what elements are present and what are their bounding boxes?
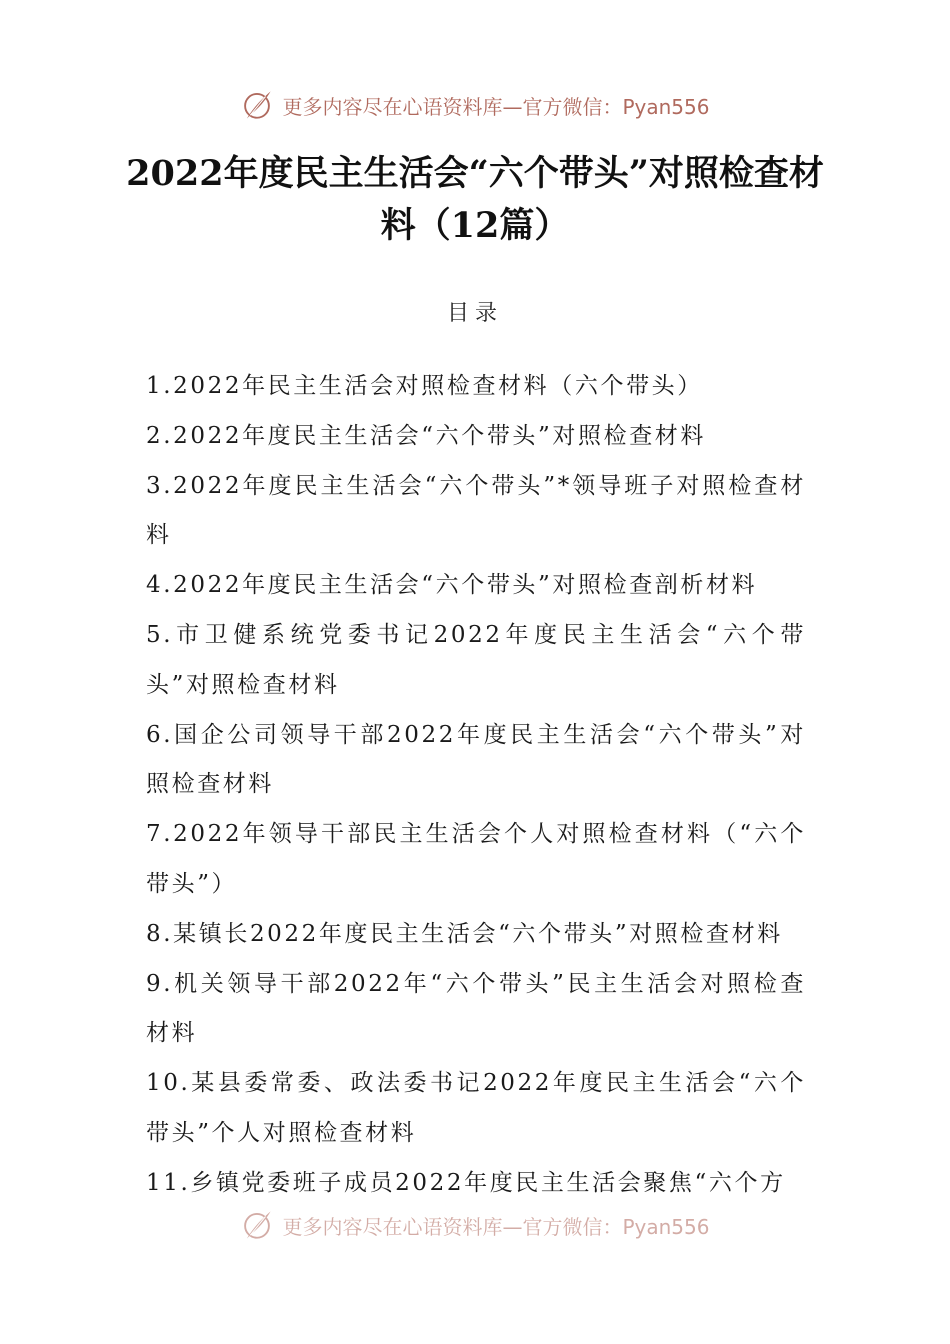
feather-pen-logo-icon <box>240 88 274 122</box>
toc-item[interactable]: 9.机关领导干部2022年“六个带头”民主生活会对照检查材料 <box>146 970 806 1047</box>
toc-item[interactable]: 3.2022年度民主生活会“六个带头”*领导班子对照检查材料 <box>146 472 806 549</box>
toc-item[interactable]: 4.2022年度民主生活会“六个带头”对照检查剖析材料 <box>146 572 758 599</box>
feather-pen-logo-icon <box>240 1208 274 1242</box>
watermark-footer <box>0 1208 950 1242</box>
toc-item[interactable]: 8.某镇长2022年度民主生活会“六个带头”对照检查材料 <box>146 920 783 947</box>
toc-item[interactable]: 5.市卫健系统党委书记2022年度民主生活会“六个带头”对照检查材料 <box>146 621 806 698</box>
toc-item[interactable]: 2.2022年度民主生活会“六个带头”对照检查材料 <box>146 422 706 449</box>
toc-item[interactable]: 1.2022年民主生活会对照检查材料（六个带头） <box>146 373 703 399</box>
toc-item[interactable]: 10.某县委常委、政法委书记2022年度民主生活会“六个带头”个人对照检查材料 <box>146 1070 806 1146</box>
document-title: 2022年度民主生活会“六个带头”对照检查材料（12篇） <box>126 153 824 246</box>
table-of-contents <box>146 362 806 1209</box>
toc-item[interactable]: 11.乡镇党委班子成员2022年度民主生活会聚焦“六个方 <box>146 1169 786 1196</box>
watermark-text: 更多内容尽在心语资料库—官方微信：Pyan556 <box>282 94 710 119</box>
toc-item[interactable]: 6.国企公司领导干部2022年度民主生活会“六个带头”对照检查材料 <box>146 721 806 798</box>
watermark-text: 更多内容尽在心语资料库—官方微信：Pyan556 <box>282 1214 710 1239</box>
watermark-header <box>0 88 950 122</box>
toc-heading: 目录 <box>446 301 503 326</box>
toc-item[interactable]: 7.2022年领导干部民主生活会个人对照检查材料（“六个带头”） <box>146 821 806 897</box>
